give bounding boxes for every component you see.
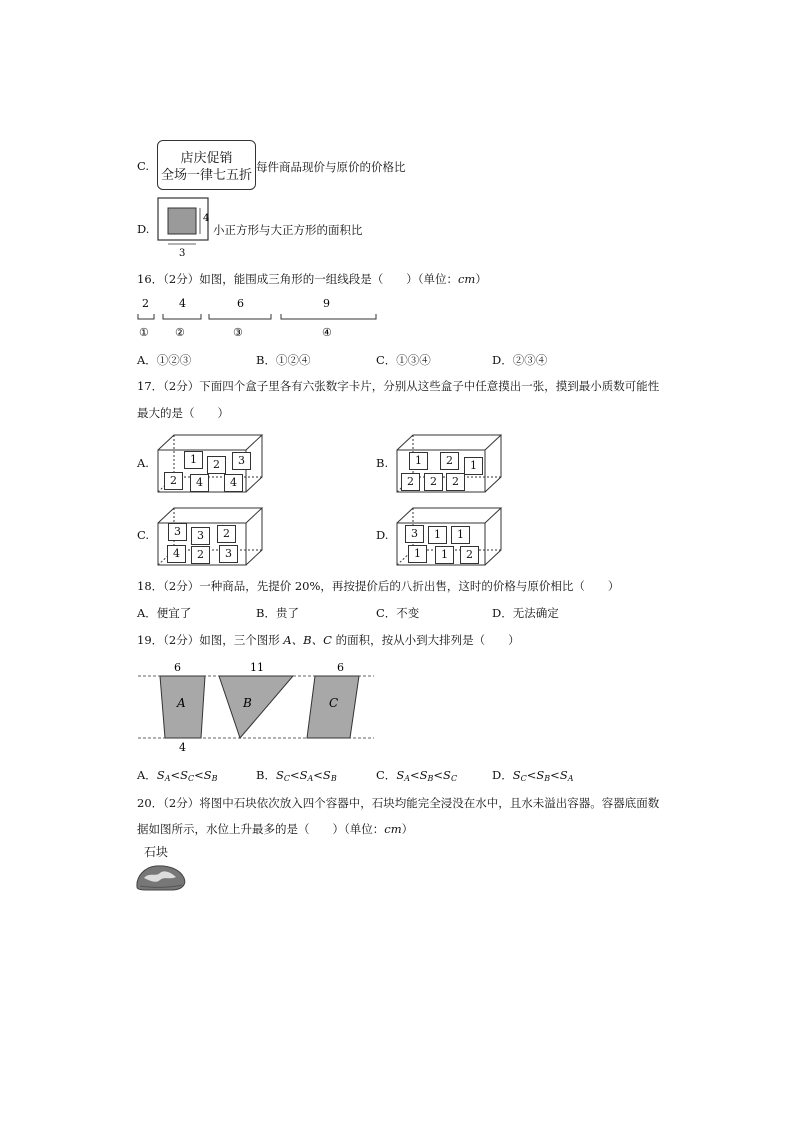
box-a-card-1: 1 [184,451,203,469]
segment-4-label: ④ [322,326,332,339]
box-d-card-1: 3 [405,525,424,543]
q15-option-c-desc: 每件商品现价与原价的价格比 [256,160,406,174]
q16-option-d[interactable]: D．②③④ [492,353,548,367]
q16-option-b[interactable]: B．①②④ [256,353,311,367]
segment-3-length: 6 [237,297,244,310]
stone-label: 石块 [144,845,169,859]
shape-a-bottom: 4 [179,741,186,753]
segment-3-label: ③ [233,326,243,339]
promo-sign-line2: 全场一律七五折 [160,168,252,183]
box-a-card-3: 3 [232,452,251,470]
box-d-card-6: 2 [460,546,479,564]
segment-4-length: 9 [323,297,330,310]
box-b-card-4: 2 [401,473,420,491]
q19-stem: 19．（2分）如图，三个图形 A、B、C 的面积，按从小到大排列是（ ） [137,633,520,647]
q18-option-b[interactable]: B．贵了 [256,606,299,620]
box-b-card-3: 1 [464,457,483,475]
q17-stem-line1: 17．（2分）下面四个盒子里各有六张数字卡片，分别从这些盒子中任意摸出一张，摸到最小质数可能性 [137,379,660,393]
promo-sign-line1: 店庆促销 [180,151,233,166]
shape-c-label: C [329,696,339,710]
box-d-card-2: 1 [428,526,447,544]
q16-option-a[interactable]: A．①②③ [137,353,192,367]
box-c-card-5: 2 [191,546,210,564]
q17-option-d-letter[interactable]: D. [376,528,389,542]
segment-2-label: ② [175,326,185,339]
q16-option-c[interactable]: C．①③④ [376,353,431,367]
box-a-card-2: 2 [207,456,226,474]
segments-figure [135,292,380,342]
q19-option-c[interactable]: C．$S_A<S_B<S_C$ [376,768,458,783]
segment-1-label: ① [139,326,149,339]
shape-a-label: A [177,696,186,710]
box-a-card-6: 4 [224,474,243,492]
box-a-card-5: 4 [190,474,209,492]
square-figure [155,195,215,260]
segment-1-length: 2 [142,297,149,310]
box-c-card-1: 3 [168,523,187,541]
segment-2-length: 4 [179,297,186,310]
box-d-card-5: 1 [435,546,454,564]
q20-stem-line1: 20．（2分）将图中石块依次放入四个容器中，石块均能完全浸没在水中，且水未溢出容器。容器底面数 [137,796,660,810]
box-a-card-4: 2 [164,472,183,490]
small-square-side: 4 [203,213,210,224]
box-b-card-6: 2 [446,473,465,491]
q19-option-d[interactable]: D．$S_C<S_B<S_A$ [492,768,574,783]
shape-b-label: B [243,696,252,710]
q18-stem: 18．（2分）一种商品，先提价 20%，再按提价后的八折出售，这时的价格与原价相比（ ） [137,579,620,593]
shape-a-top: 6 [174,661,181,674]
box-d-card-3: 1 [451,526,470,544]
promo-sign [157,140,256,190]
box-b-card-1: 1 [409,452,428,470]
box-d-card-4: 1 [408,545,427,563]
q15-option-c-letter: C. [137,159,150,173]
q17-option-a-letter[interactable]: A. [137,456,149,470]
q18-option-a[interactable]: A．便宜了 [137,606,192,620]
big-square-side: 3 [179,248,186,259]
box-c-card-4: 4 [167,545,186,563]
shape-b-top: 11 [250,661,264,674]
q15-option-d-desc: 小正方形与大正方形的面积比 [213,223,363,237]
q16-stem: 16．（2分）如图，能围成三角形的一组线段是（ ）（单位：cm） [137,272,487,286]
shape-c-top: 6 [337,661,344,674]
q17-option-b-letter[interactable]: B. [376,456,389,470]
stone-icon [134,861,188,893]
box-c-card-2: 3 [191,527,210,545]
box-b-card-2: 2 [440,452,459,470]
shapes-figure [138,658,378,753]
q17-stem-line2: 最大的是（ ） [137,406,229,420]
box-c-card-3: 2 [217,525,236,543]
q18-option-d[interactable]: D．无法确定 [492,606,559,620]
q18-option-c[interactable]: C．不变 [376,606,420,620]
q20-stem-line2: 据如图所示，水位上升最多的是（ ）（单位：cm） [137,822,414,836]
shape-b [219,676,293,738]
box-c-card-6: 3 [219,545,238,563]
q15-option-d-letter: D. [137,222,150,236]
q19-option-a[interactable]: A．$S_A<S_C<S_B$ [137,768,218,783]
q17-option-c-letter[interactable]: C. [137,528,150,542]
q19-option-b[interactable]: B．$S_C<S_A<S_B$ [256,768,337,783]
box-b-card-5: 2 [424,473,443,491]
